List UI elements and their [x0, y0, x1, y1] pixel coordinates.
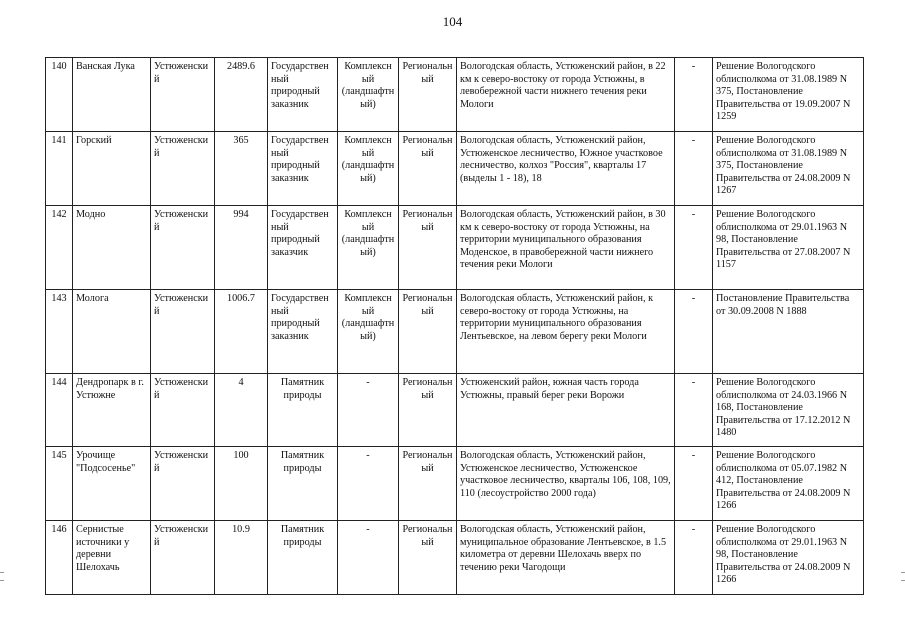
extra-mark: - — [675, 447, 713, 521]
legal-document: Постановление Правительства от 30.09.2008 N 1888 — [713, 290, 864, 374]
category: Государственный природный заказник — [268, 290, 338, 374]
scan-edge-mark — [901, 572, 905, 573]
row-number: 140 — [46, 58, 73, 132]
significance: Региональный — [399, 58, 457, 132]
protected-areas-table — [45, 57, 864, 595]
area-name: Урочище "Подсосенье" — [73, 447, 151, 521]
significance: Региональный — [399, 290, 457, 374]
district: Устюженский — [151, 374, 215, 447]
table-row — [46, 58, 864, 132]
location: Вологодская область, Устюженский район, в 22 км к северо-востоку от города Устюжны, в левобережной части нижнего течения реки Мологи — [457, 58, 675, 132]
location: Вологодская область, Устюженский район, в 30 км к северо-востоку от города Устюжны, на территории муниципального образования Моденское, в правобережной части нижнего течения реки Мологи — [457, 206, 675, 290]
extra-mark: - — [675, 206, 713, 290]
profile: Комплексный (ландшафтный) — [338, 206, 399, 290]
category: Государственный природный заказник — [268, 58, 338, 132]
extra-mark: - — [675, 374, 713, 447]
location: Вологодская область, Устюженский район, муниципальное образование Лентьевское, в 1.5 километра от деревни Шелохачь вверх по течению реки Чагодощи — [457, 521, 675, 595]
extra-mark: - — [675, 290, 713, 374]
page-number: 104 — [442, 14, 463, 29]
legal-document: Решение Вологодского облисполкома от 31.08.1989 N 375, Постановление Правительства от 19.09.2007 N 1259 — [713, 58, 864, 132]
location: Устюженский район, южная часть города Устюжны, правый берег реки Ворожи — [457, 374, 675, 447]
extra-mark: - — [675, 132, 713, 206]
extra-mark: - — [675, 58, 713, 132]
area-size: 2489.6 — [215, 58, 268, 132]
area-name: Ванская Лука — [73, 58, 151, 132]
district: Устюженский — [151, 132, 215, 206]
profile: Комплексный (ландшафтный) — [338, 132, 399, 206]
row-number: 142 — [46, 206, 73, 290]
district: Устюженский — [151, 447, 215, 521]
significance: Региональный — [399, 132, 457, 206]
area-size: 365 — [215, 132, 268, 206]
table-row — [46, 290, 864, 374]
significance: Региональный — [399, 521, 457, 595]
area-name: Дендропарк в г. Устюжне — [73, 374, 151, 447]
row-number: 144 — [46, 374, 73, 447]
profile: Комплексный (ландшафтный) — [338, 290, 399, 374]
area-name: Горский — [73, 132, 151, 206]
significance: Региональный — [399, 206, 457, 290]
area-name: Сернистые источники у деревни Шелохачь — [73, 521, 151, 595]
table-row — [46, 132, 864, 206]
area-size: 100 — [215, 447, 268, 521]
table-row — [46, 374, 864, 447]
area-size: 10.9 — [215, 521, 268, 595]
category: Памятник природы — [268, 521, 338, 595]
location: Вологодская область, Устюженский район, к северо-востоку от города Устюжны, на территории муниципального образования Лентьевское, на левом берегу реки Мологи — [457, 290, 675, 374]
area-size: 4 — [215, 374, 268, 447]
extra-mark: - — [675, 521, 713, 595]
legal-document: Решение Вологодского облисполкома от 31.08.1989 N 375, Постановление Правительства от 24.08.2009 N 1267 — [713, 132, 864, 206]
significance: Региональный — [399, 447, 457, 521]
area-size: 1006.7 — [215, 290, 268, 374]
profile: - — [338, 447, 399, 521]
legal-document: Решение Вологодского облисполкома от 24.03.1966 N 168, Постановление Правительства от 17.12.2012 N 1480 — [713, 374, 864, 447]
row-number: 141 — [46, 132, 73, 206]
legal-document: Решение Вологодского облисполкома от 29.01.1963 N 98, Постановление Правительства от 24.08.2009 N 1266 — [713, 521, 864, 595]
table-row — [46, 206, 864, 290]
category: Государственный природный заказчик — [268, 206, 338, 290]
district: Устюженский — [151, 521, 215, 595]
legal-document: Решение Вологодского облисполкома от 29.01.1963 N 98, Постановление Правительства от 27.08.2007 N 1157 — [713, 206, 864, 290]
row-number: 146 — [46, 521, 73, 595]
area-name: Молога — [73, 290, 151, 374]
profile: Комплексный (ландшафтный) — [338, 58, 399, 132]
category: Памятник природы — [268, 374, 338, 447]
area-size: 994 — [215, 206, 268, 290]
scan-edge-mark — [901, 580, 905, 581]
district: Устюженский — [151, 290, 215, 374]
row-number: 143 — [46, 290, 73, 374]
profile: - — [338, 374, 399, 447]
location: Вологодская область, Устюженский район, Устюженское лесничество, Южное участковое лесничество, колхоз "Россия", кварталы 17 (выделы 1 - 18), 18 — [457, 132, 675, 206]
district: Устюженский — [151, 206, 215, 290]
profile: - — [338, 521, 399, 595]
scan-edge-mark — [0, 572, 4, 573]
legal-document: Решение Вологодского облисполкома от 05.07.1982 N 412, Постановление Правительства от 24.08.2009 N 1266 — [713, 447, 864, 521]
significance: Региональный — [399, 374, 457, 447]
table-row — [46, 447, 864, 521]
location: Вологодская область, Устюженский район, Устюженское лесничество, Устюженское участковое лесничество, кварталы 106, 108, 109, 110 (лесоустройство 2000 года) — [457, 447, 675, 521]
district: Устюженский — [151, 58, 215, 132]
scan-edge-mark — [0, 580, 4, 581]
row-number: 145 — [46, 447, 73, 521]
category: Памятник природы — [268, 447, 338, 521]
table-row — [46, 521, 864, 595]
area-name: Модно — [73, 206, 151, 290]
category: Государственный природный заказник — [268, 132, 338, 206]
